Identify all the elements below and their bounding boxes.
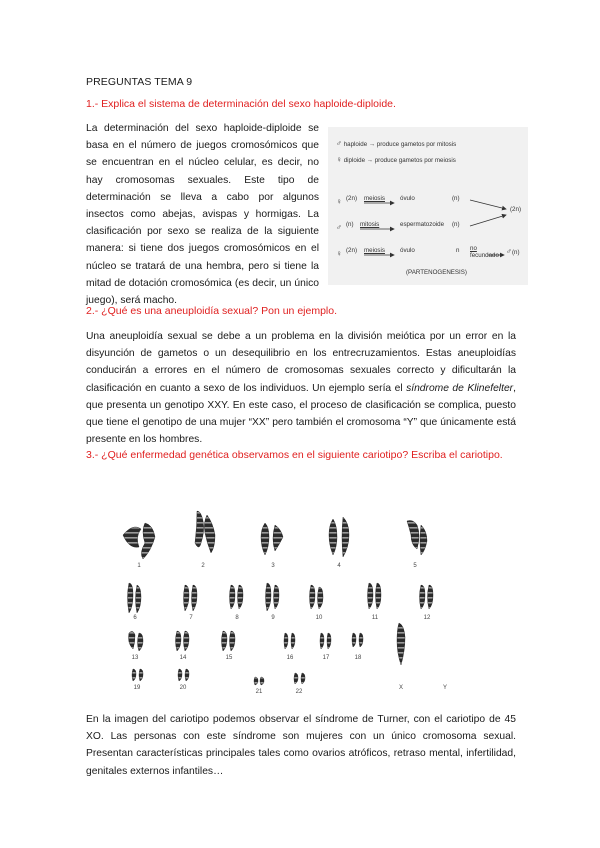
answer-2-part-2: , que presenta un genotipo XXY. En este caso, el proceso de clasificación se complica, puesto que tiene el genotipo de una mujer “XX” pero también el cromosoma “Y” que únicamente está presente en los hombres. bbox=[86, 382, 516, 446]
chromosome-pair-13 bbox=[129, 631, 144, 651]
chromosome-pair-15 bbox=[222, 631, 236, 651]
chromosome-pair-20 bbox=[178, 669, 189, 681]
karyotype-label-8: 8 bbox=[235, 615, 239, 621]
r2-right: (n) bbox=[452, 221, 460, 228]
r3-fecundado: fecundado bbox=[470, 252, 499, 259]
r3-n: n bbox=[456, 247, 460, 254]
answer-3: En la imagen del cariotipo podemos observar el síndrome de Turner, con el cariotipo de 45 XO. Las personas con este síndrome son mujeres con un único cromosoma sexual. Presentan características principales tales como ovarios atróficos, retraso mental, infertilidad, genitales externos infantiles… bbox=[86, 714, 516, 777]
karyotype-label-12: 12 bbox=[423, 615, 431, 621]
karyotype-label-21: 21 bbox=[255, 689, 263, 695]
male-symbol-icon: ♂ bbox=[336, 139, 342, 148]
karyotype-label-5: 5 bbox=[413, 563, 417, 569]
karyotype-label-16: 16 bbox=[286, 655, 294, 661]
chromosome-pair-16 bbox=[284, 633, 295, 649]
answer-2-emphasis: síndrome de Klinefelter bbox=[406, 382, 514, 394]
karyotype-label-18: 18 bbox=[354, 655, 362, 661]
r2-left: (n) bbox=[346, 221, 354, 228]
result-2n: (2n) bbox=[510, 206, 522, 213]
r2-process: mitosis bbox=[360, 221, 380, 228]
arrow-merge-1 bbox=[470, 200, 506, 209]
answer-1: La determinación del sexo haploide-diploide se basa en el número de juegos cromosómicos que se encuentran en el núcleo celular, es decir, no hay cromosomas sexuales. Este tipo de determinación se lleva a cabo por algunos insectos como abejas, avispas y hormigas. La clasificación por sexo se realiza de la siguiente manera: si tiene dos juegos cromosómicos en el núcleo se tratará de una hembra, pero si tiene la mitad de dotación cromosómica (es decir, un único juego), será macho. bbox=[86, 123, 319, 307]
chromosome-pair-7 bbox=[184, 585, 198, 611]
chromosome-pair-21 bbox=[254, 677, 264, 685]
chromosome-pair-3 bbox=[261, 523, 283, 555]
chromosome-pair-11 bbox=[368, 583, 382, 609]
female-symbol-icon: ♀ bbox=[336, 155, 342, 164]
diagram-caption: (PARTENOGENESIS) bbox=[406, 269, 467, 276]
karyotype-label-13: 13 bbox=[131, 655, 139, 661]
karyotype-label-14: 14 bbox=[179, 655, 187, 661]
r3-mid: óvulo bbox=[400, 247, 415, 254]
female-symbol-icon: ♀ bbox=[336, 249, 342, 258]
chromosome-pair-2 bbox=[195, 511, 215, 553]
male-symbol-icon: ♂ bbox=[506, 247, 512, 256]
diagram-line-diploid: diploide → produce gametos por meiosis bbox=[343, 157, 456, 164]
chromosome-pair-10 bbox=[310, 585, 324, 609]
chromosome-pair-6 bbox=[128, 583, 142, 613]
r2-mid: espermatozoide bbox=[400, 221, 445, 228]
chromosome-x bbox=[397, 623, 405, 665]
r3-process: meiosis bbox=[364, 247, 385, 254]
female-symbol-icon: ♀ bbox=[336, 197, 342, 206]
chromosome-pair-8 bbox=[230, 585, 244, 609]
karyotype-label-4: 4 bbox=[337, 563, 341, 569]
page-title: PREGUNTAS TEMA 9 bbox=[86, 76, 193, 88]
diagram-arrows bbox=[328, 127, 528, 285]
karyotype-label-22: 22 bbox=[295, 689, 303, 695]
karyotype-label-y: Y bbox=[442, 685, 448, 691]
chromosome-pair-19 bbox=[132, 669, 143, 681]
chromosome-pair-1 bbox=[123, 523, 155, 559]
karyotype-label-7: 7 bbox=[189, 615, 193, 621]
arrow-merge-2 bbox=[470, 215, 506, 226]
chromosome-pair-5 bbox=[407, 521, 427, 556]
karyotype-label-x: X bbox=[398, 685, 404, 691]
karyotype-label-17: 17 bbox=[322, 655, 330, 661]
chromosome-pair-12 bbox=[420, 585, 434, 609]
chromosome-pair-14 bbox=[176, 631, 190, 651]
diagram-line-haploid: haploide → produce gametos por mitosis bbox=[343, 141, 457, 148]
answer-2 bbox=[86, 328, 516, 448]
haplodiploid-diagram bbox=[328, 127, 528, 285]
karyotype-label-6: 6 bbox=[133, 615, 137, 621]
r1-process: meiosis bbox=[364, 195, 385, 202]
karyotype-label-20: 20 bbox=[179, 685, 187, 691]
r3-left: (2n) bbox=[346, 247, 358, 254]
karyotype-label-19: 19 bbox=[133, 685, 141, 691]
r1-left: (2n) bbox=[346, 195, 358, 202]
chromosome-pair-17 bbox=[320, 633, 331, 649]
karyotype-label-15: 15 bbox=[225, 655, 233, 661]
karyotype-label-3: 3 bbox=[271, 563, 275, 569]
r3-no: no bbox=[470, 245, 477, 252]
chromosome-pair-18 bbox=[352, 633, 363, 647]
karyotype-label-2: 2 bbox=[201, 563, 205, 569]
chromosome-pair-9 bbox=[266, 583, 280, 611]
karyotype-label-11: 11 bbox=[371, 615, 379, 621]
male-symbol-icon: ♂ bbox=[336, 223, 342, 232]
answer-2-part-1: Una aneuploidía sexual se debe a un problema en la división meiótica por un error en la disyunción de gametos o un desequilibrio en los entrecruzamientos. Estas aneuploidías conducirán a errores en el número de cromosomas sexuales correcto y dificultarán la clasificación en cuanto a sexo de los individuos. Un ejemplo sería el bbox=[86, 331, 516, 394]
question-2: 2.- ¿Qué es una aneuploidía sexual? Pon un ejemplo. bbox=[86, 305, 338, 317]
question-3: 3.- ¿Qué enfermedad genética observamos en el siguiente cariotipo? Escriba el cariotipo. bbox=[86, 449, 503, 461]
karyotype-label-9: 9 bbox=[271, 615, 275, 621]
r3-right: (n) bbox=[512, 249, 520, 256]
r1-right: (n) bbox=[452, 195, 460, 202]
karyotype-image bbox=[115, 505, 465, 700]
chromosome-pair-22 bbox=[294, 673, 305, 684]
karyotype-label-1: 1 bbox=[137, 563, 141, 569]
question-1: 1.- Explica el sistema de determinación del sexo haploide-diploide. bbox=[86, 98, 396, 110]
chromosome-pair-4 bbox=[329, 517, 349, 557]
karyotype-label-10: 10 bbox=[315, 615, 323, 621]
r1-mid: óvulo bbox=[400, 195, 415, 202]
